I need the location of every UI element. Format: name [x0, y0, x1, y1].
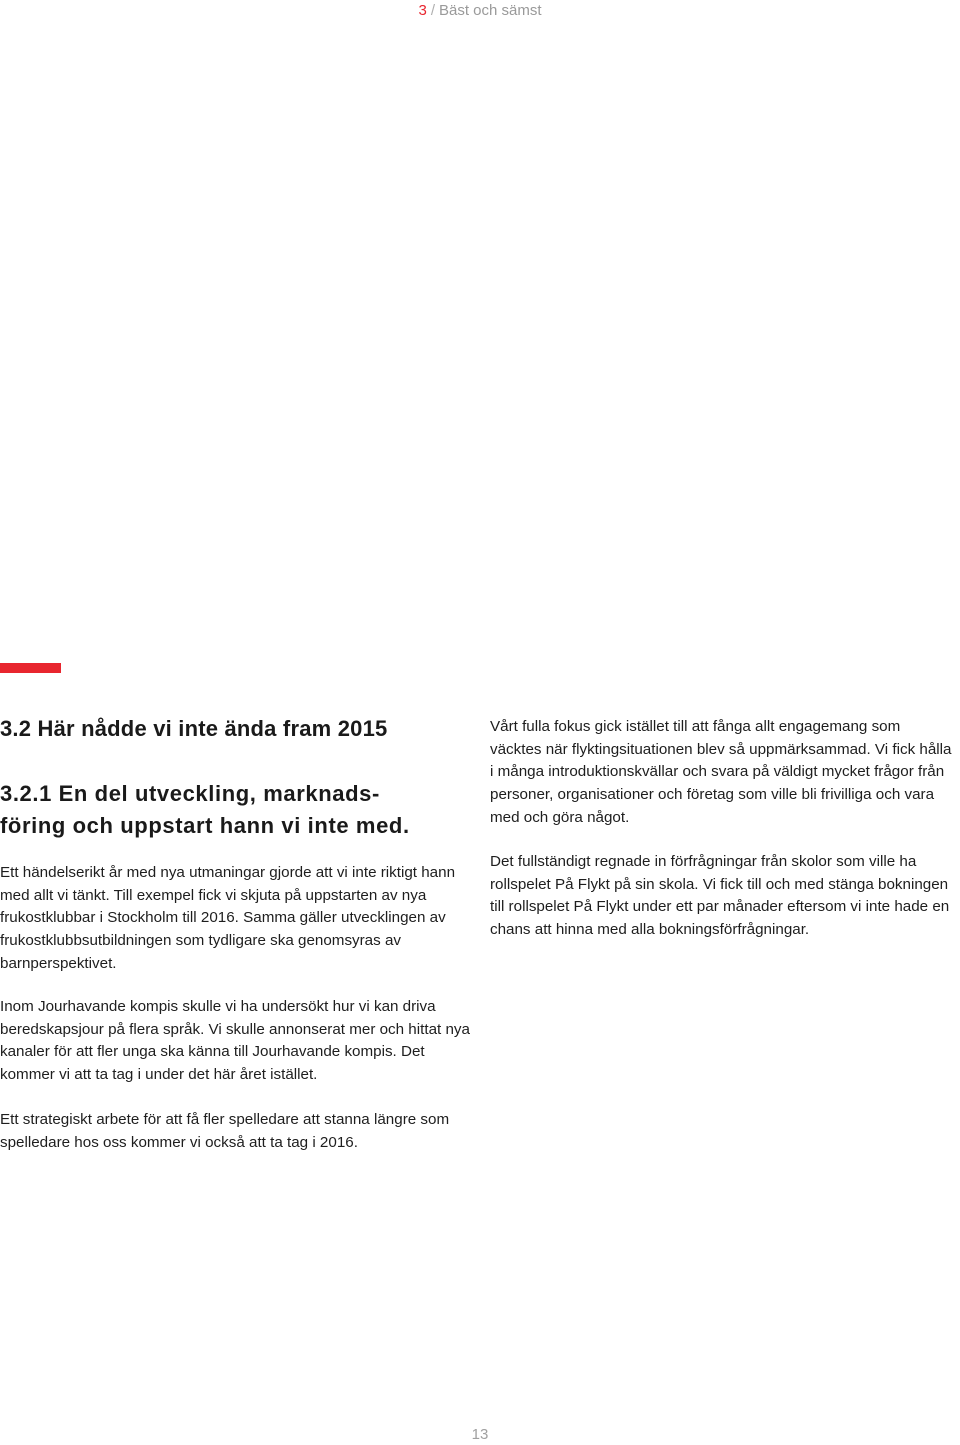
page-number: 13 — [471, 1426, 489, 1443]
left-paragraph-3: Ett strategiskt arbete för att få fler spelledare att stanna längre som spelledare hos oss kommer vi också att ta tag i 2016. — [0, 1111, 450, 1151]
right-paragraph-1: Vårt fulla fokus gick istället till att fånga allt engagemang som väcktes när flyktingsituationen blev så uppmärksammad. Vi fick hålla i många introduktionskvällar och svara på väldigt mycket frågor från personer, organisationer och företag som ville bli frivilliga och vara med och göra något. — [490, 718, 952, 826]
subsection-heading — [0, 778, 470, 842]
section-heading: 3.2 Här nådde vi inte ända fram 2015 — [0, 716, 388, 741]
header-chapter-number: 3 — [418, 2, 427, 19]
header-chapter-title: Bäst och sämst — [438, 2, 542, 19]
header-separator: / — [430, 2, 435, 19]
running-header — [0, 0, 960, 21]
left-paragraph-2: Inom Jourhavande kompis skulle vi ha undersökt hur vi kan driva beredskapsjour på flera språk. Vi skulle annonserat mer och hittat nya kanaler för att fler unga ska känna till Jourhavande kompis. Det kommer vi att ta tag i under det här året istället. — [0, 998, 470, 1084]
right-paragraph-2: Det fullständigt regnade in förfrågningar från skolor som ville ha rollspelet På Flykt på sin skola. Vi fick till och med stänga bokningen till rollspelet På Flykt under ett par månader eftersom vi inte hade en chans att hinna med alla bokningsförfrågningar. — [490, 853, 950, 939]
left-paragraph-1: Ett händelserikt år med nya utmaningar gjorde att vi inte riktigt hann med allt vi tänkt. Till exempel fick vi skjuta på uppstarten av nya frukostklubbar i Stockholm till 2016. Samma gäller utvecklingen av frukostklubbsutbildningen som tydligare ska genomsyras av barnperspektivet. — [0, 864, 456, 972]
subsection-heading-line-2: föring och uppstart hann vi inte med. — [0, 813, 410, 838]
section-accent-bar — [0, 663, 61, 673]
subsection-heading-line-1: 3.2.1 En del utveckling, marknads- — [0, 781, 380, 806]
